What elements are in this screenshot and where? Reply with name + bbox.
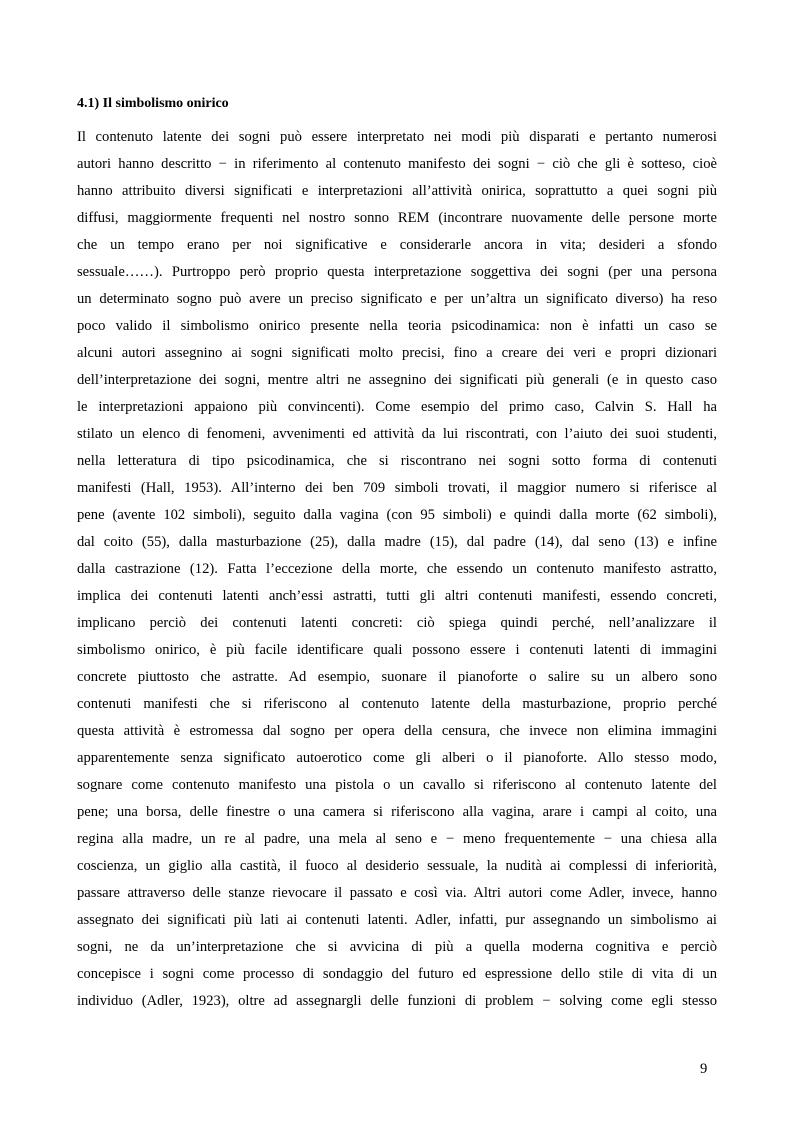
text-line: regina alla madre, un re al padre, una mela al seno e − meno frequentemente − una chiesa alla — [77, 831, 717, 847]
text-line: manifesti (Hall, 1953). All’interno dei ben 709 simboli trovati, il maggior numero si riferisce al — [77, 480, 717, 496]
text-line: implica dei contenuti latenti anch’essi astratti, tutti gli altri contenuti manifesti, essendo concreti, — [77, 588, 717, 604]
text-line: sogni, ne da un’interpretazione che si avvicina di più a quella moderna cognitiva e perciò — [77, 939, 717, 955]
text-line: pene; una borsa, delle finestre o una camera si riferiscono alla vagina, arare i campi al coito, una — [77, 804, 717, 820]
text-line: stilato un elenco di fenomeni, avvenimenti ed attività da lui riscontrati, con l’aiuto dei suoi studenti, — [77, 426, 717, 442]
text-line: alcuni autori assegnino ai sogni significati molto precisi, fino a creare dei veri e propri dizionari — [77, 345, 717, 361]
text-line: dell’interpretazione dei sogni, mentre altri ne assegnino dei significati più generali (e in questo caso — [77, 372, 717, 388]
text-line: individuo (Adler, 1923), oltre ad assegnargli delle funzioni di problem − solving come egli stesso — [77, 993, 717, 1009]
text-line: che un tempo erano per noi significative e considerarle ancora in vita; desideri a sfondo — [77, 237, 717, 253]
text-line: sessuale……). Purtroppo però proprio questa interpretazione soggettiva dei sogni (per una persona — [77, 264, 717, 280]
text-line: assegnato dei significati più lati ai contenuti latenti. Adler, infatti, pur assegnando un simbolismo ai — [77, 912, 717, 928]
text-line: sognare come contenuto manifesto una pistola o un cavallo si riferiscono al contenuto latente del — [77, 777, 717, 793]
text-line: le interpretazioni appaiono più convincenti). Come esempio del primo caso, Calvin S. Hall ha — [77, 399, 717, 415]
text-line: autori hanno descritto − in riferimento al contenuto manifesto dei sogni − ciò che gli è sotteso, cioè — [77, 156, 717, 172]
section-heading: 4.1) Il simbolismo onirico — [77, 96, 229, 111]
text-line: pene (avente 102 simboli), seguito dalla vagina (con 95 simboli) e quindi dalla morte (62 simboli), — [77, 507, 717, 523]
text-line: passare attraverso delle stanze rievocare il passato e così via. Altri autori come Adler, invece, hanno — [77, 885, 717, 901]
text-line: questa attività è estromessa dal sogno per opera della censura, che invece non elimina immagini — [77, 723, 717, 739]
body-paragraph — [77, 127, 717, 1018]
text-line: apparentemente senza significato autoerotico come gli alberi o il pianoforte. Allo stesso modo, — [77, 750, 717, 766]
text-line: coscienza, un giglio alla castità, il fuoco al desiderio sessuale, la nudità ai complessi di inferiorità, — [77, 858, 717, 874]
page-number: 9 — [700, 1061, 708, 1077]
text-line: concepisce i sogni come processo di sondaggio del futuro ed espressione dello stile di vita di un — [77, 966, 717, 982]
text-line: simbolismo onirico, è più facile identificare quali possono essere i contenuti latenti di immagini — [77, 642, 717, 658]
text-line: poco valido il simbolismo onirico presente nella teoria psicodinamica: non è infatti un caso se — [77, 318, 717, 334]
text-line: dal coito (55), dalla masturbazione (25), dalla madre (15), dal padre (14), dal seno (13) e infine — [77, 534, 717, 550]
text-line: diffusi, maggiormente frequenti nel nostro sonno REM (incontrare nuovamente delle persone morte — [77, 210, 717, 226]
text-line: implicano perciò dei contenuti latenti concreti: ciò spiega quindi perché, nell’analizzare il — [77, 615, 717, 631]
text-line: contenuti manifesti che si riferiscono al contenuto latente della masturbazione, proprio perché — [77, 696, 717, 712]
text-line: hanno attribuito diversi significati e interpretazioni all’attività onirica, soprattutto a quei sogni più — [77, 183, 717, 199]
text-line: dalla castrazione (12). Fatta l’eccezione della morte, che essendo un contenuto manifesto astratto, — [77, 561, 717, 577]
text-line: nella letteratura di tipo psicodinamica, che si riscontrano nei sogni sotto forma di contenuti — [77, 453, 717, 469]
text-line: Il contenuto latente dei sogni può essere interpretato nei modi più disparati e pertanto numerosi — [77, 129, 717, 145]
text-line: concrete piuttosto che astratte. Ad esempio, suonare il pianoforte o salire su un albero sono — [77, 669, 717, 685]
text-line: un determinato sogno può avere un preciso significato e per un’altra un significato diverso) ha reso — [77, 291, 717, 307]
